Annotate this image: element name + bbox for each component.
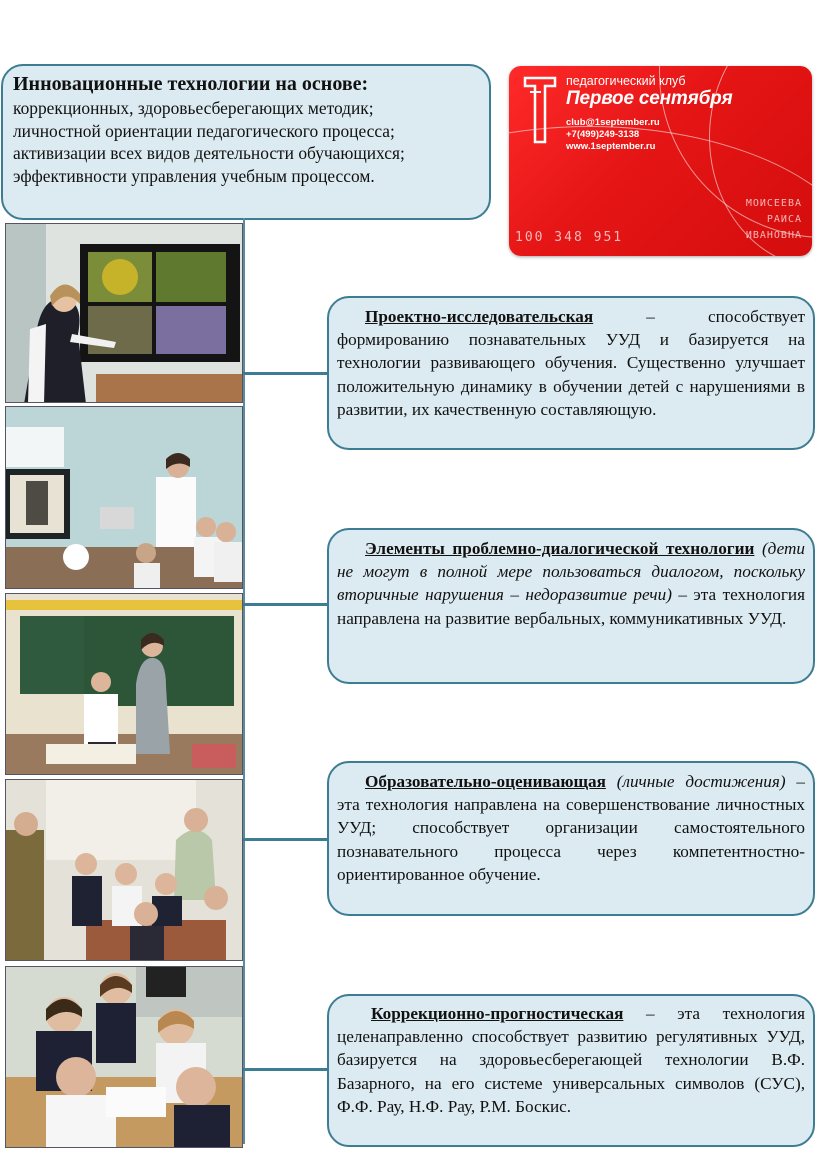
classroom-photo-5 — [5, 966, 243, 1148]
connector-1 — [243, 372, 329, 375]
header-title: Инновационные технологии на основе: — [13, 73, 369, 95]
classroom-photo-1 — [5, 223, 243, 403]
tech-term-correction: Коррекционно-прогностическая — [371, 1004, 624, 1023]
vertical-connector — [243, 218, 245, 1144]
card-club-label: педагогический клуб — [566, 74, 686, 88]
tech-block-evaluative — [327, 761, 815, 916]
tech-text-correction: – эта технология целенаправленно способствует развитию регулятивных УУД, базируется на здоровьесберегающей технологии В.Ф. Базарного, на его системе универсальных символов (СУС), Ф.Ф. Рау, Н.Ф. Рау, Р.М. Боскис. — [337, 1004, 805, 1116]
classroom-photo-3 — [5, 593, 243, 775]
card-email: club@1september.ru — [566, 117, 660, 128]
club-logo-icon — [521, 74, 561, 146]
card-website: www.1september.ru — [566, 141, 656, 152]
card-owner-line-1: МОИСЕЕВА — [745, 198, 802, 209]
tech-text-dialogic: – эта технология направлена на развитие вербальных, коммуникативных УУД. — [337, 585, 805, 628]
tech-block-project — [327, 296, 815, 450]
tech-text-evaluative: – эта технология направлена на совершенствование личностных УУД; способствует организации самостоятельного познавательного процесса через компетентностно-ориентированное обучение. — [337, 772, 806, 884]
header-line-2: личностной ориентации педагогического процесса; — [13, 120, 395, 141]
club-card — [509, 66, 812, 256]
card-number: 100 348 951 — [515, 230, 624, 245]
classroom-photo-4 — [5, 779, 243, 961]
card-owner-line-3: ИВАНОВНА — [745, 230, 802, 241]
card-owner-line-2: РАИСА — [766, 214, 802, 225]
connector-2 — [243, 603, 329, 606]
tech-note-dialogic: (дети не могут в полной мере пользоваться диалогом, поскольку вторичные нарушения – недоразвитие речи) — [337, 539, 805, 605]
connector-3 — [243, 838, 329, 841]
header-line-1: коррекционных, здоровьесберегающих методик; — [13, 98, 374, 118]
card-club-name: Первое сентября — [566, 88, 733, 109]
connector-4 — [243, 1068, 329, 1071]
tech-term-dialogic: Элементы проблемно-диалогической технологии — [365, 539, 755, 558]
tech-note-evaluative: (личные достижения) — [605, 772, 786, 791]
tech-term-evaluative: Образовательно-оценивающая — [365, 772, 606, 791]
header-line-4: эффективности управления учебным процессом. — [13, 165, 375, 186]
tech-text-project: – способствует формированию познавательных УУД и базируется на технологии развивающего обучения. Существенно улучшает положительную динамику в обучении детей с нарушениями в развитии, их качественную составляющую. — [337, 307, 805, 419]
header-line-3: активизации всех видов деятельности обучающихся; — [13, 143, 405, 164]
classroom-photo-2 — [5, 406, 243, 589]
tech-term-project: Проектно-исследовательская — [365, 307, 594, 326]
card-phone: +7(499)249-3138 — [566, 129, 640, 140]
header-box — [1, 64, 491, 220]
tech-block-dialogic — [327, 528, 815, 684]
tech-block-correction — [327, 994, 815, 1147]
